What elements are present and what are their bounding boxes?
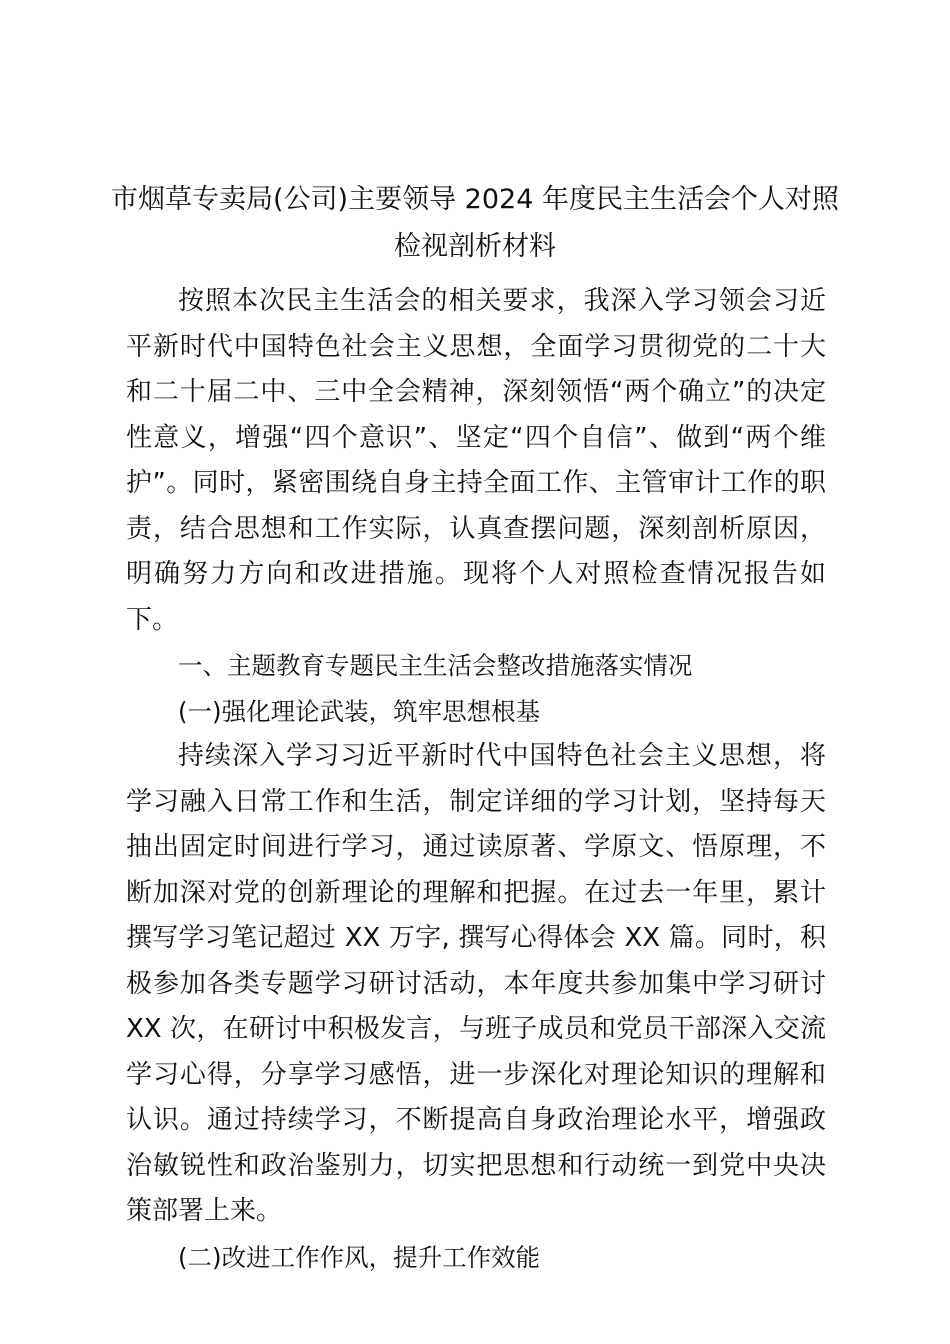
subsection-heading-1: (一)强化理论武装，筑牢思想根基: [178, 696, 541, 726]
document-body: [126, 279, 826, 1280]
subsection-heading-2: (二)改进工作作风，提升工作效能: [178, 1242, 541, 1272]
section-heading-1: 一、主题教育专题民主生活会整改措施落实情况: [178, 651, 693, 680]
document-title: 市烟草专卖局(公司)主要领导 2024 年度民主生活会个人对照检视剖析材料: [111, 184, 839, 262]
subsection-1-paragraph: 持续深入学习习近平新时代中国特色社会主义思想，将学习融入日常工作和生活，制定详细的学习计划，坚持每天抽出固定时间进行学习，通过读原著、学原文、悟原理，不断加深对党的创新理论的理解和把握。在过去一年里，累计撰写学习笔记超过 XX 万字, 撰写心得体会 XX 篇。同时，积极参加各类专题学习研讨活动，本年度共参加集中学习研讨 XX 次，在研讨中积极发言，与班子成员和党员干部深入交流学习心得，分享学习感悟，进一步深化对理论知识的理解和认识。通过持续学习，不断提高自身政治理论水平，增强政治敏锐性和政治鉴别力，切实把思想和行动统一到党中央决策部署上来。: [126, 741, 826, 1226]
intro-paragraph: 按照本次民主生活会的相关要求，我深入学习领会习近平新时代中国特色社会主义思想，全面学习贯彻党的二十大和二十届二中、三中全会精神，深刻领悟“两个确立”的决定性意义，增强“四个意识”、坚定“四个自信”、做到“两个维护”。同时，紧密围绕自身主持全面工作、主管审计工作的职责，结合思想和工作实际，认真查摆问题，深刻剖析原因，明确努力方向和改进措施。现将个人对照检查情况报告如下。: [126, 286, 826, 635]
